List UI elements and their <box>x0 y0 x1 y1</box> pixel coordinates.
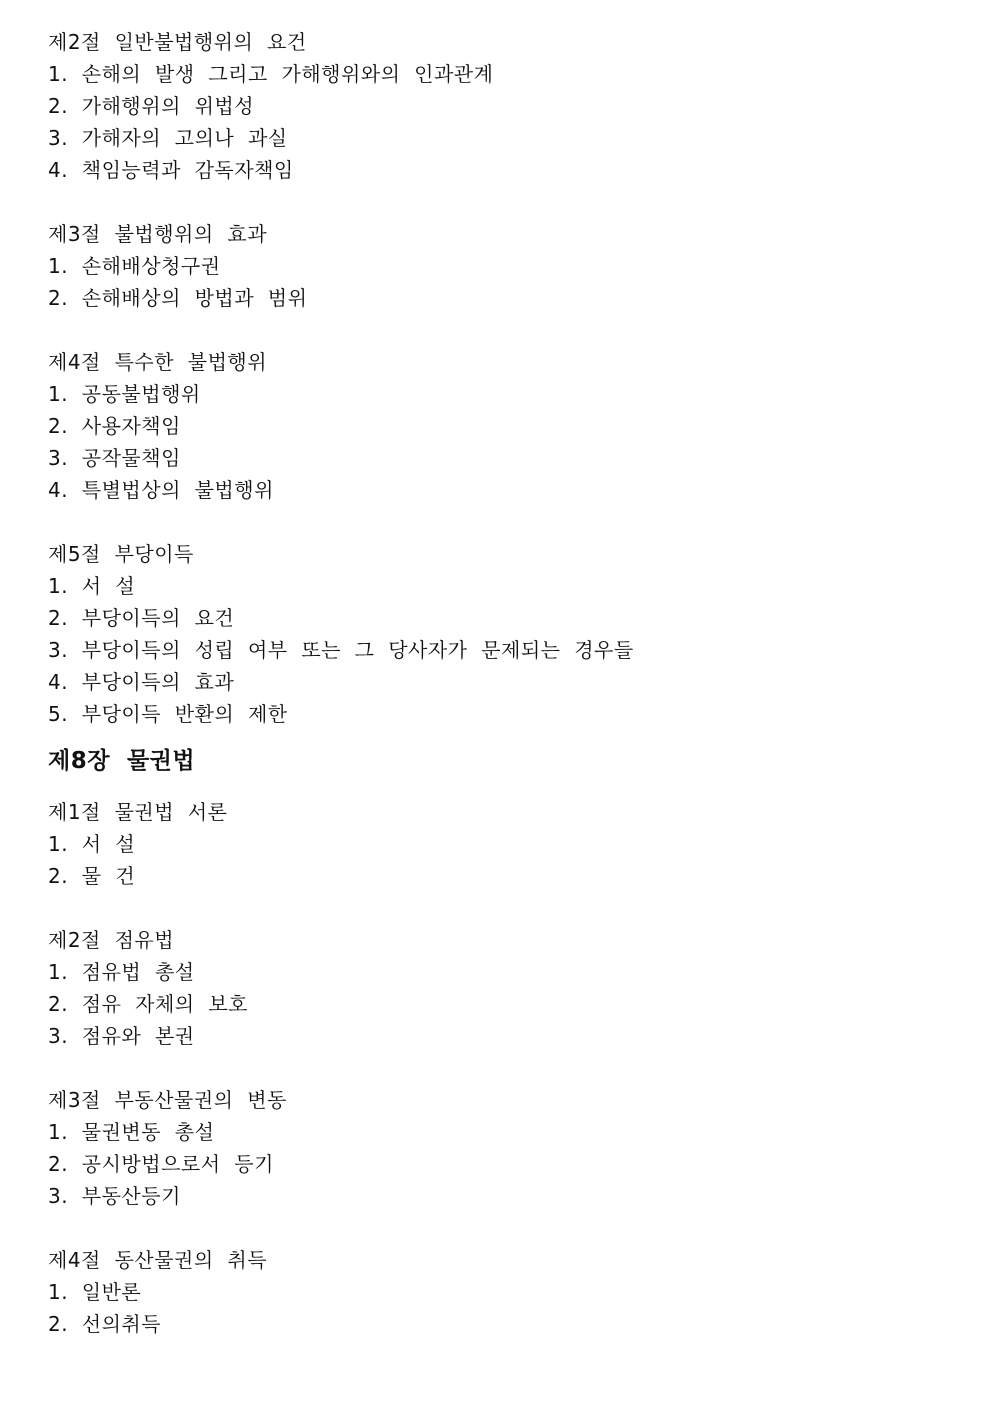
spacer <box>48 1052 948 1084</box>
list-item: 1. 손해의 발생 그리고 가해행위와의 인과관계 <box>48 62 494 86</box>
list-item: 2. 물 건 <box>48 864 136 888</box>
section-4 <box>48 346 948 506</box>
list-item: 3. 가해자의 고의나 과실 <box>48 126 288 150</box>
list-item: 1. 손해배상청구권 <box>48 254 221 278</box>
spacer <box>48 892 948 924</box>
section-title: 제3절 부동산물권의 변동 <box>48 1088 287 1112</box>
list-item: 1. 공동불법행위 <box>48 382 201 406</box>
spacer <box>48 506 948 538</box>
list-item: 2. 점유 자체의 보호 <box>48 992 248 1016</box>
list-item: 4. 부당이득의 효과 <box>48 670 235 694</box>
spacer <box>48 186 948 218</box>
chapter-8-section-3 <box>48 1084 948 1212</box>
list-item: 2. 선의취득 <box>48 1312 162 1336</box>
list-item: 2. 사용자책임 <box>48 414 181 438</box>
chapter-8-section-2 <box>48 924 948 1052</box>
list-item: 5. 부당이득 반환의 제한 <box>48 702 288 726</box>
list-item: 3. 부당이득의 성립 여부 또는 그 당사자가 문제되는 경우들 <box>48 638 634 662</box>
list-item: 1. 점유법 총설 <box>48 960 195 984</box>
section-title: 제5절 부당이득 <box>48 542 194 566</box>
list-item: 1. 서 설 <box>48 832 136 856</box>
list-item: 3. 점유와 본권 <box>48 1024 195 1048</box>
section-3 <box>48 218 948 314</box>
section-title: 제4절 동산물권의 취득 <box>48 1248 268 1272</box>
section-title: 제3절 불법행위의 효과 <box>48 222 268 246</box>
list-item: 4. 특별법상의 불법행위 <box>48 478 274 502</box>
list-item: 3. 부동산등기 <box>48 1184 181 1208</box>
section-2 <box>48 26 948 186</box>
section-5 <box>48 538 948 730</box>
list-item: 3. 공작물책임 <box>48 446 181 470</box>
list-item: 2. 가해행위의 위법성 <box>48 94 255 118</box>
spacer <box>48 1212 948 1244</box>
document-page <box>48 26 948 1340</box>
section-title: 제1절 물권법 서론 <box>48 800 228 824</box>
chapter-8-section-1 <box>48 796 948 892</box>
section-title: 제2절 일반불법행위의 요건 <box>48 30 307 54</box>
list-item: 1. 물권변동 총설 <box>48 1120 215 1144</box>
section-title: 제4절 특수한 불법행위 <box>48 350 268 374</box>
list-item: 2. 부당이득의 요건 <box>48 606 235 630</box>
list-item: 1. 서 설 <box>48 574 136 598</box>
section-title: 제2절 점유법 <box>48 928 175 952</box>
list-item: 2. 손해배상의 방법과 범위 <box>48 286 308 310</box>
list-item: 2. 공시방법으로서 등기 <box>48 1152 274 1176</box>
spacer <box>48 314 948 346</box>
list-item: 1. 일반론 <box>48 1280 142 1304</box>
list-item: 4. 책임능력과 감독자책임 <box>48 158 294 182</box>
chapter-title: 제8장 물권법 <box>48 748 196 774</box>
chapter-8-section-4 <box>48 1244 948 1340</box>
